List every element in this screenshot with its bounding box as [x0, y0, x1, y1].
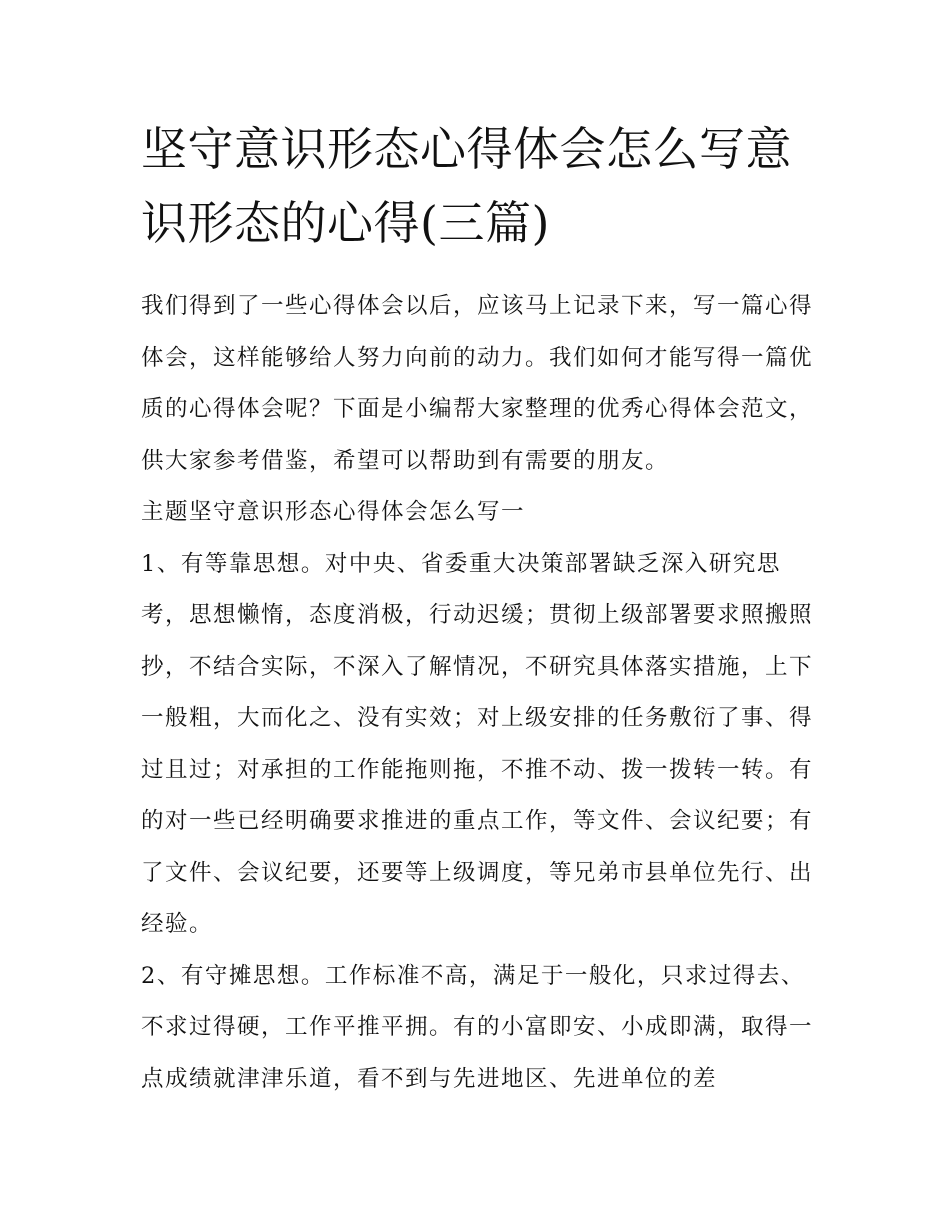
point-1-paragraph: 1、有等靠思想。对中央、省委重大决策部署缺乏深入研究思考，思想懒惰，态度消极，行动迟缓；贯彻上级部署要求照搬照抄，不结合实际，不深入了解情况，不研究具体落实措施，上下一般粗，大而化之、没有实效；对上级安排的任务敷衍了事、得过且过；对承担的工作能拖则拖，不推不动、拨一拨转一转。有的对一些已经明确要求推进的重点工作，等文件、会议纪要；有了文件、会议纪要，还要等上级调度，等兄弟市县单位先行、出经验。: [141, 550, 814, 937]
section-heading: 主题坚守意识形态心得体会怎么写一: [141, 499, 526, 525]
point-2-paragraph: 2、有守摊思想。工作标准不高，满足于一般化，只求过得去、不求过得硬，工作平推平拥。有的小富即安、小成即满，取得一点成绩就津津乐道，看不到与先进地区、先进单位的差: [141, 962, 814, 1092]
document-title: 坚守意识形态心得体会怎么写意识形态的心得(三篇): [141, 122, 792, 250]
intro-paragraph: 我们得到了一些心得体会以后，应该马上记录下来，写一篇心得体会，这样能够给人努力向前的动力。我们如何才能写得一篇优质的心得体会呢？下面是小编帮大家整理的优秀心得体会范文，供大家参考借鉴，希望可以帮助到有需要的朋友。: [141, 293, 814, 474]
document-body: [141, 281, 816, 1105]
